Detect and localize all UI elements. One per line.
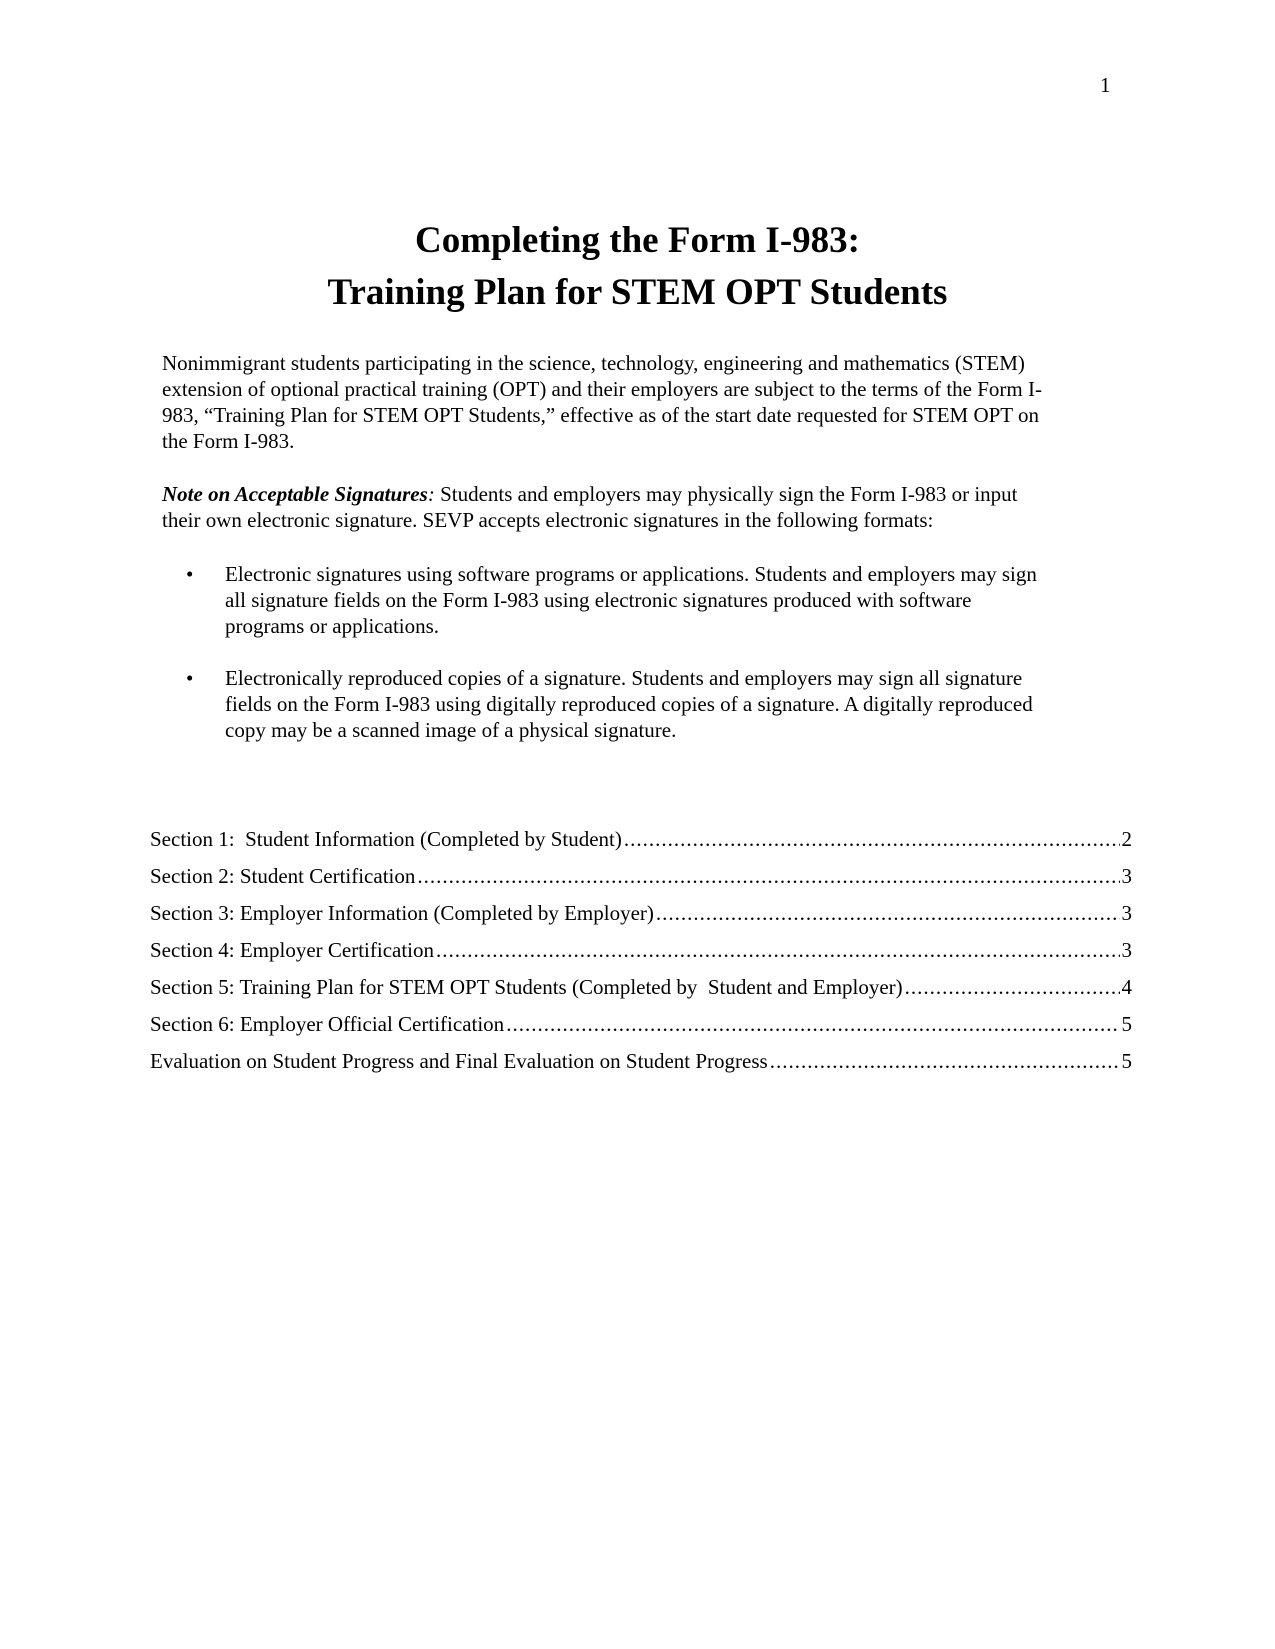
toc-entry-page: 3 — [1121, 901, 1132, 925]
signature-note-paragraph — [162, 481, 1127, 533]
bullet-icon: • — [186, 666, 194, 690]
toc-entry-page: 3 — [1121, 938, 1132, 962]
toc-dot-leader — [506, 1011, 1119, 1037]
toc-entry-title: Section 6: Employer Official Certification — [150, 1012, 505, 1036]
toc-entry-page: 4 — [1121, 975, 1132, 999]
title-line-2: Training Plan for STEM OPT Students — [327, 272, 948, 313]
note-line: their own electronic signature. SEVP accepts electronic signatures in the following formats: — [162, 508, 934, 532]
title-line-1: Completing the Form I-983: — [415, 220, 860, 261]
toc-dot-leader — [770, 1048, 1120, 1074]
list-item — [162, 561, 1127, 639]
intro-line: Nonimmigrant students participating in the science, technology, engineering and mathematics (STEM) — [162, 351, 1025, 375]
bullet-line: copy may be a scanned image of a physical signature. — [225, 718, 677, 742]
toc-dot-leader — [436, 937, 1119, 963]
note-colon: : — [427, 482, 435, 506]
toc-entry-title: Section 5: Training Plan for STEM OPT Students (Completed by Student and Employer) — [150, 975, 903, 999]
toc-entry-section-4[interactable] — [150, 937, 1132, 974]
toc-entry-section-5[interactable] — [150, 974, 1132, 1011]
document-title — [0, 215, 1275, 319]
toc-entry-section-1[interactable] — [150, 826, 1132, 863]
bullet-line: all signature fields on the Form I-983 using electronic signatures produced with software — [225, 588, 972, 612]
toc-entry-page: 3 — [1121, 864, 1132, 888]
toc-dot-leader — [656, 900, 1120, 926]
signature-formats-list — [162, 561, 1127, 769]
toc-entry-page: 2 — [1121, 827, 1132, 851]
table-of-contents — [150, 826, 1132, 1085]
toc-entry-title: Section 4: Employer Certification — [150, 938, 435, 962]
toc-entry-section-3[interactable] — [150, 900, 1132, 937]
intro-line: extension of optional practical training (OPT) and their employers are subject to the terms of the Form I- — [162, 377, 1042, 401]
toc-entry-title: Section 2: Student Certification — [150, 864, 416, 888]
toc-entry-title: Section 3: Employer Information (Completed by Employer) — [150, 901, 654, 925]
intro-paragraph — [162, 350, 1127, 454]
page-number: 1 — [1100, 73, 1111, 97]
list-item — [162, 665, 1127, 743]
bullet-line: Electronic signatures using software programs or applications. Students and employers may sign — [225, 562, 1037, 586]
intro-line: the Form I-983. — [162, 429, 295, 453]
bullet-line: programs or applications. — [225, 614, 440, 638]
intro-line: 983, “Training Plan for STEM OPT Students,” effective as of the start date requested for STEM OPT on — [162, 403, 1040, 427]
bullet-line: fields on the Form I-983 using digitally reproduced copies of a signature. A digitally reproduced — [225, 692, 1033, 716]
toc-entry-section-6[interactable] — [150, 1011, 1132, 1048]
toc-dot-leader — [624, 826, 1120, 852]
toc-entry-title: Evaluation on Student Progress and Final Evaluation on Student Progress — [150, 1049, 768, 1073]
toc-entry-evaluation[interactable] — [150, 1048, 1132, 1085]
note-line: Students and employers may physically sign the Form I-983 or input — [434, 482, 1018, 506]
toc-dot-leader — [905, 974, 1120, 1000]
toc-dot-leader — [417, 863, 1119, 889]
toc-entry-page: 5 — [1121, 1049, 1132, 1073]
toc-entry-page: 5 — [1121, 1012, 1132, 1036]
toc-entry-section-2[interactable] — [150, 863, 1132, 900]
bullet-icon: • — [186, 562, 194, 586]
toc-entry-title: Section 1: Student Information (Completed by Student) — [150, 827, 622, 851]
note-label: Note on Acceptable Signatures — [162, 482, 428, 506]
bullet-line: Electronically reproduced copies of a signature. Students and employers may sign all signature — [225, 666, 1023, 690]
